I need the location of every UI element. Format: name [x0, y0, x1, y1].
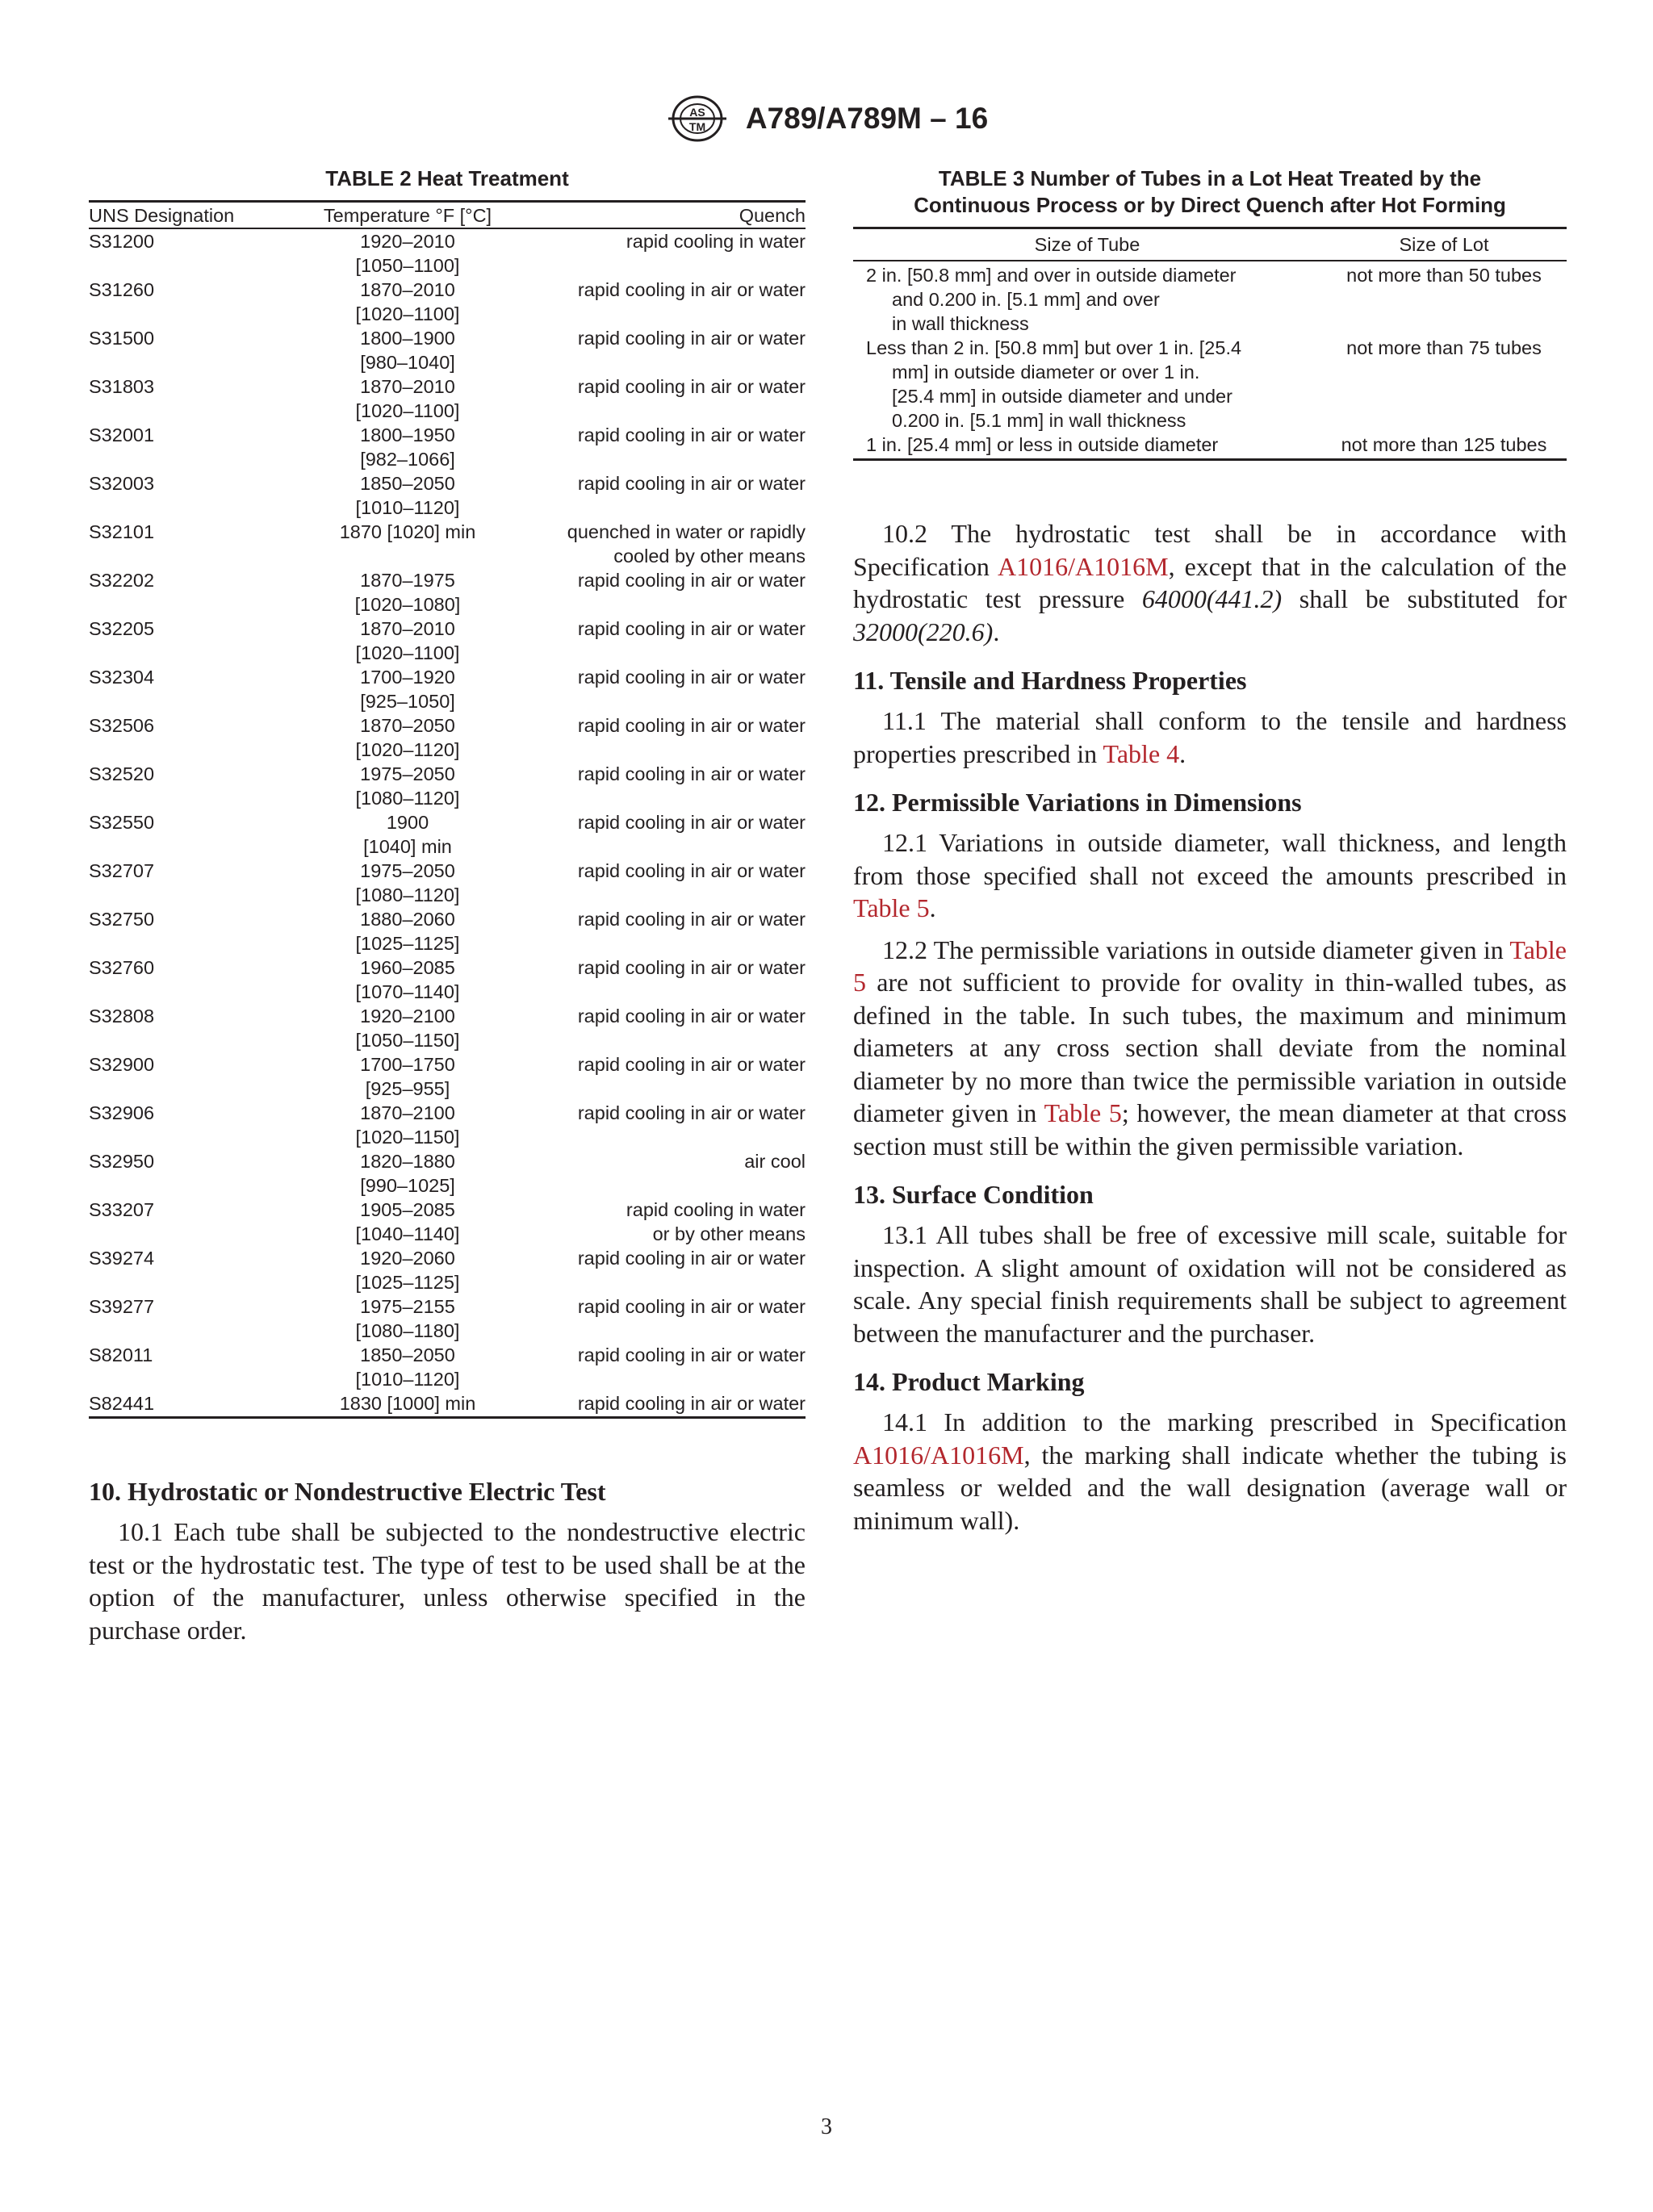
table-row — [89, 859, 806, 907]
cell-uns: S31803 — [89, 376, 155, 397]
cell-uns: S32202 — [89, 570, 155, 591]
quench-line: rapid cooling in air or water — [577, 860, 806, 881]
cell-quench — [541, 520, 806, 568]
para-10-2: 10.2 The hydrostatic test shall be in accordance with Specification A1016/A1016M, except that in the calculation of the hydrostatic test pressure 64000(441.2) shall be substituted for 32000(220.6). — [853, 519, 1567, 646]
cell-temp — [274, 617, 541, 665]
quench-line: rapid cooling in water — [626, 231, 806, 252]
cell-quench — [541, 471, 806, 496]
table2-header — [89, 203, 806, 229]
table-row — [89, 568, 806, 617]
quench-line: rapid cooling in air or water — [577, 1344, 806, 1365]
section-14-heading: 14. Product Marking — [853, 1367, 1085, 1396]
temp-line: 1820–1880 — [360, 1151, 455, 1172]
cell-quench — [541, 326, 806, 350]
temp-line-2: [1025–1125] — [355, 933, 460, 954]
table3-body — [853, 261, 1567, 458]
cell-uns: S31200 — [89, 231, 155, 252]
temp-line-2: [1080–1180] — [355, 1320, 460, 1341]
temp-line-2: [1080–1120] — [355, 788, 460, 809]
table3-caption — [853, 165, 1567, 219]
cell-quench — [541, 713, 806, 738]
quench-line: rapid cooling in air or water — [577, 763, 806, 784]
cell-temp — [274, 1004, 541, 1052]
table-row — [853, 433, 1567, 457]
cell-uns: S32750 — [89, 909, 155, 930]
cell-size-of-tube — [853, 433, 1321, 457]
cell-quench — [541, 374, 806, 399]
temp-line: 1975–2050 — [360, 763, 455, 784]
temp-line: 1800–1950 — [360, 424, 455, 445]
link-a1016-1[interactable]: A1016/A1016M — [998, 551, 1169, 581]
cell-temp — [274, 1149, 541, 1198]
cell-uns: S31500 — [89, 328, 155, 349]
cell-quench — [541, 1294, 806, 1319]
cell-uns: S39277 — [89, 1296, 155, 1317]
cell-size-of-tube — [853, 263, 1321, 336]
temp-line: 1870–2100 — [360, 1102, 455, 1123]
temp-line: 1800–1900 — [360, 328, 455, 349]
cell-temp — [274, 374, 541, 423]
cell-quench — [541, 568, 806, 592]
cell-uns: S82011 — [89, 1344, 153, 1365]
temp-line: 1850–2050 — [360, 1344, 455, 1365]
quench-line: rapid cooling in air or water — [577, 812, 806, 833]
cell-uns: S39274 — [89, 1248, 155, 1269]
temp-line-2: [925–955] — [365, 1078, 450, 1099]
temp-line-2: [1040–1140] — [355, 1223, 460, 1244]
cell-uns: S32900 — [89, 1054, 155, 1075]
temp-line-2: [990–1025] — [360, 1175, 455, 1196]
cell-temp — [274, 1294, 541, 1343]
para-13-1: 13.1 All tubes shall be free of excessive mill scale, suitable for inspection. A slight amount of oxidation will not be considered as scale. Any special finish requirements shall be subject to agreement between the manufacturer and the purchaser. — [853, 1220, 1567, 1348]
cell-temp — [274, 326, 541, 374]
quench-line: rapid cooling in air or water — [577, 1248, 806, 1269]
quench-line: rapid cooling in air or water — [577, 376, 806, 397]
cell-uns: S32506 — [89, 715, 155, 736]
cell-temp — [274, 229, 541, 278]
temp-line-2: [1020–1080] — [354, 594, 461, 615]
cell-temp — [274, 1391, 541, 1415]
section-11-heading: 11. Tensile and Hardness Properties — [853, 666, 1247, 695]
quench-line: rapid cooling in air or water — [577, 570, 806, 591]
temp-line: 1700–1920 — [360, 667, 455, 688]
cell-quench — [541, 229, 806, 253]
table-row — [89, 713, 806, 762]
quench-line: rapid cooling in air or water — [577, 1296, 806, 1317]
temp-line: 1905–2085 — [360, 1199, 455, 1220]
cell-quench — [541, 278, 806, 302]
cell-size-of-lot: not more than 50 tubes — [1346, 265, 1542, 286]
cell-quench — [541, 762, 806, 786]
temp-line: 1870 [1020] min — [339, 521, 476, 542]
cell-uns: S82441 — [89, 1393, 155, 1414]
table-row — [89, 955, 806, 1004]
table-row — [89, 665, 806, 713]
size-line: Less than 2 in. [50.8 mm] but over 1 in. [25.4 — [866, 337, 1242, 358]
table2-body — [89, 229, 806, 1416]
temp-line: 1850–2050 — [360, 473, 455, 494]
cell-uns: S32760 — [89, 957, 155, 978]
cell-uns: S32101 — [89, 521, 155, 542]
temp-line: 1920–2010 — [360, 231, 455, 252]
table-row — [853, 336, 1567, 433]
temp-line: 1975–2155 — [360, 1296, 455, 1317]
para-14-1: 14.1 In addition to the marking prescribed in Specification A1016/A1016M, the marking shall indicate whether the tubing is seamless or welded and the wall designation (average wall or minimum wall). — [853, 1407, 1567, 1535]
cell-temp — [274, 1246, 541, 1294]
size-line: 0.200 in. [5.1 mm] in wall thickness — [892, 410, 1186, 431]
size-line: and 0.200 in. [5.1 mm] and over — [892, 289, 1160, 310]
cell-uns: S32550 — [89, 812, 155, 833]
cell-temp — [274, 713, 541, 762]
size-line: 2 in. [50.8 mm] and over in outside diameter — [866, 265, 1237, 286]
size-line: 1 in. [25.4 mm] or less in outside diameter — [866, 434, 1219, 455]
quench-line: rapid cooling in air or water — [577, 957, 806, 978]
link-table4[interactable]: Table 4 — [1103, 738, 1180, 768]
cell-temp — [274, 1198, 541, 1246]
cell-size-of-lot: not more than 75 tubes — [1346, 337, 1542, 358]
table-row — [89, 1004, 806, 1052]
quench-line-2: cooled by other means — [613, 546, 806, 567]
cell-uns: S32520 — [89, 763, 155, 784]
cell-temp — [274, 278, 541, 326]
quench-line: rapid cooling in air or water — [577, 1054, 806, 1075]
temp-line-2: [980–1040] — [360, 352, 455, 373]
cell-quench — [541, 810, 806, 834]
temp-line: 1700–1750 — [360, 1054, 455, 1075]
table-row — [89, 907, 806, 955]
cell-uns: S32950 — [89, 1151, 155, 1172]
cell-uns: S32808 — [89, 1006, 155, 1027]
cell-uns: S32707 — [89, 860, 155, 881]
cell-quench — [541, 859, 806, 883]
quench-line: quenched in water or rapidly — [567, 521, 806, 542]
cell-quench — [541, 1246, 806, 1270]
temp-line: 1870–2010 — [360, 618, 455, 639]
temp-line: 1870–2050 — [360, 715, 455, 736]
quench-line: rapid cooling in air or water — [577, 667, 806, 688]
table-row — [853, 263, 1567, 336]
cell-temp — [274, 1052, 541, 1101]
cell-quench — [541, 1343, 806, 1367]
table-row — [89, 810, 806, 859]
cell-temp — [274, 423, 541, 471]
temp-line: 1920–2060 — [360, 1248, 455, 1269]
quench-line: rapid cooling in air or water — [577, 909, 806, 930]
quench-line: air cool — [744, 1151, 806, 1172]
temp-line-2: [1010–1120] — [355, 1369, 460, 1390]
para-10-1: 10.1 Each tube shall be subjected to the nondestructive electric test or the hydrostatic test. The type of test to be used shall be at the option of the manufacturer, unless otherwise specified in the purchase order. — [89, 1517, 806, 1645]
quench-line: rapid cooling in air or water — [577, 328, 806, 349]
cell-temp — [274, 665, 541, 713]
temp-line: 1830 [1000] min — [339, 1393, 476, 1414]
temp-line-2: [1020–1100] — [355, 400, 460, 421]
cell-temp — [274, 810, 541, 859]
link-table5-1[interactable]: Table 5 — [853, 893, 930, 922]
cell-quench — [541, 665, 806, 689]
quench-line: rapid cooling in air or water — [577, 473, 806, 494]
col-size-of-lot: Size of Lot — [1399, 234, 1489, 255]
quench-line: rapid cooling in water — [626, 1199, 806, 1220]
cell-uns: S32304 — [89, 667, 155, 688]
temp-line-2: [1020–1120] — [355, 739, 460, 760]
temp-line: 1870–2010 — [360, 279, 455, 300]
table-row — [89, 617, 806, 665]
table-row — [89, 1246, 806, 1294]
left-column — [89, 165, 806, 1646]
table-row — [89, 762, 806, 810]
quench-line-2: or by other means — [652, 1223, 806, 1244]
size-line: [25.4 mm] in outside diameter and under — [892, 386, 1232, 407]
quench-line: rapid cooling in air or water — [577, 1006, 806, 1027]
table3 — [853, 227, 1567, 461]
temp-line-2: [1080–1120] — [355, 884, 460, 905]
temp-line-2: [1020–1100] — [355, 303, 460, 324]
astm-logo-icon — [665, 92, 730, 145]
spec-title: A789/A789M – 16 — [745, 102, 989, 135]
table-row — [89, 520, 806, 568]
cell-quench — [541, 1101, 806, 1125]
table-row — [89, 1294, 806, 1343]
size-line: in wall thickness — [892, 313, 1029, 334]
link-table5-2[interactable]: Table 5 — [853, 935, 1567, 997]
cell-uns: S32003 — [89, 473, 155, 494]
table-row — [89, 1052, 806, 1101]
para-12-1: 12.1 Variations in outside diameter, wall thickness, and length from those specified shall not exceed the amounts prescribed in Table 5. — [853, 828, 1567, 922]
cell-temp — [274, 859, 541, 907]
cell-temp — [274, 520, 541, 544]
table-row — [89, 1343, 806, 1391]
cell-quench — [541, 1149, 806, 1173]
table2-caption: TABLE 2 Heat Treatment — [325, 166, 569, 190]
cell-temp — [274, 762, 541, 810]
temp-line: 1960–2085 — [360, 957, 455, 978]
svg-text:TM: TM — [688, 120, 705, 133]
table-row — [89, 229, 806, 278]
temp-line-2: [1050–1100] — [355, 255, 460, 276]
cell-quench — [541, 907, 806, 931]
table3-header — [853, 229, 1567, 261]
table3-caption-line1: TABLE 3 Number of Tubes in a Lot Heat Treated by the — [938, 166, 1482, 190]
temp-line-2: [1010–1120] — [355, 497, 460, 518]
cell-uns: S31260 — [89, 279, 155, 300]
section-12-heading: 12. Permissible Variations in Dimensions — [853, 788, 1302, 817]
cell-uns: S33207 — [89, 1199, 155, 1220]
cell-uns: S32205 — [89, 618, 155, 639]
col-size-of-tube: Size of Tube — [1034, 234, 1140, 255]
svg-text:AS: AS — [689, 106, 705, 119]
quench-line: rapid cooling in air or water — [577, 424, 806, 445]
right-column — [853, 165, 1567, 1537]
cell-quench — [541, 423, 806, 447]
page-number: 3 — [821, 2114, 832, 2139]
table-row — [89, 374, 806, 423]
section-13-heading: 13. Surface Condition — [853, 1180, 1094, 1209]
temp-line: 1870–1975 — [360, 570, 455, 591]
temp-line: 1880–2060 — [360, 909, 455, 930]
cell-size-of-lot: not more than 125 tubes — [1341, 434, 1547, 455]
table-row — [89, 1391, 806, 1416]
cell-temp — [274, 1343, 541, 1391]
size-line: mm] in outside diameter or over 1 in. — [892, 362, 1200, 383]
temp-line-2: [982–1066] — [360, 449, 455, 470]
para-11-1: 11.1 The material shall conform to the tensile and hardness properties prescribed in Table 4. — [853, 706, 1567, 768]
quench-line: rapid cooling in air or water — [577, 1102, 806, 1123]
col-uns: UNS Designation — [89, 204, 235, 226]
quench-line: rapid cooling in air or water — [577, 279, 806, 300]
cell-quench — [541, 1198, 806, 1246]
temp-line-2: [1025–1125] — [355, 1272, 460, 1293]
temp-line-2: [1020–1100] — [355, 642, 460, 663]
cell-temp — [274, 1101, 541, 1149]
cell-quench — [541, 1052, 806, 1077]
quench-line: rapid cooling in air or water — [577, 715, 806, 736]
table-row — [89, 423, 806, 471]
cell-temp — [274, 955, 541, 1004]
temp-line: 1920–2100 — [360, 1006, 455, 1027]
temp-line-2: [925–1050] — [360, 691, 455, 712]
cell-quench — [541, 617, 806, 641]
table3-caption-line2: Continuous Process or by Direct Quench after Hot Forming — [914, 193, 1506, 217]
temp-line-2: [1020–1150] — [355, 1127, 460, 1148]
col-quench: Quench — [739, 204, 806, 226]
cell-temp — [274, 907, 541, 955]
cell-uns: S32906 — [89, 1102, 155, 1123]
temp-line-2: [1050–1150] — [355, 1030, 460, 1051]
quench-line: rapid cooling in air or water — [577, 1393, 806, 1414]
link-table5-3[interactable]: Table 5 — [1044, 1098, 1122, 1127]
table-row — [89, 1198, 806, 1246]
table-row — [89, 471, 806, 520]
page-header — [0, 90, 1653, 147]
section-10-heading: 10. Hydrostatic or Nondestructive Electric Test — [89, 1477, 606, 1506]
temp-line: 1900 — [386, 812, 429, 833]
cell-uns: S32001 — [89, 424, 155, 445]
para-12-2: 12.2 The permissible variations in outside diameter given in Table 5 are not sufficient to provide for ovality in thin-walled tubes, as defined in the table. In such tubes, the maximum and minimum diameters at any cross section shall deviate from the nominal diameter by no more than twice the permissible variation in outside diameter given in Table 5; however, the mean diameter at that cross section must still be within the given permissible variation. — [853, 935, 1567, 1160]
table-row — [89, 1101, 806, 1149]
cell-size-of-tube — [853, 336, 1321, 433]
table-row — [89, 278, 806, 326]
cell-quench — [541, 955, 806, 980]
temp-line-2: [1040] min — [363, 836, 452, 857]
temp-line: 1870–2010 — [360, 376, 455, 397]
link-a1016-2[interactable]: A1016/A1016M — [853, 1440, 1024, 1470]
table-row — [89, 326, 806, 374]
col-temp: Temperature °F [°C] — [323, 204, 492, 226]
table-row — [89, 1149, 806, 1198]
cell-temp — [274, 568, 541, 617]
cell-quench — [541, 1004, 806, 1028]
table2 — [89, 200, 806, 1419]
temp-line: 1975–2050 — [360, 860, 455, 881]
quench-line: rapid cooling in air or water — [577, 618, 806, 639]
cell-quench — [541, 1391, 806, 1415]
temp-line-2: [1070–1140] — [355, 981, 460, 1002]
cell-temp — [274, 471, 541, 520]
